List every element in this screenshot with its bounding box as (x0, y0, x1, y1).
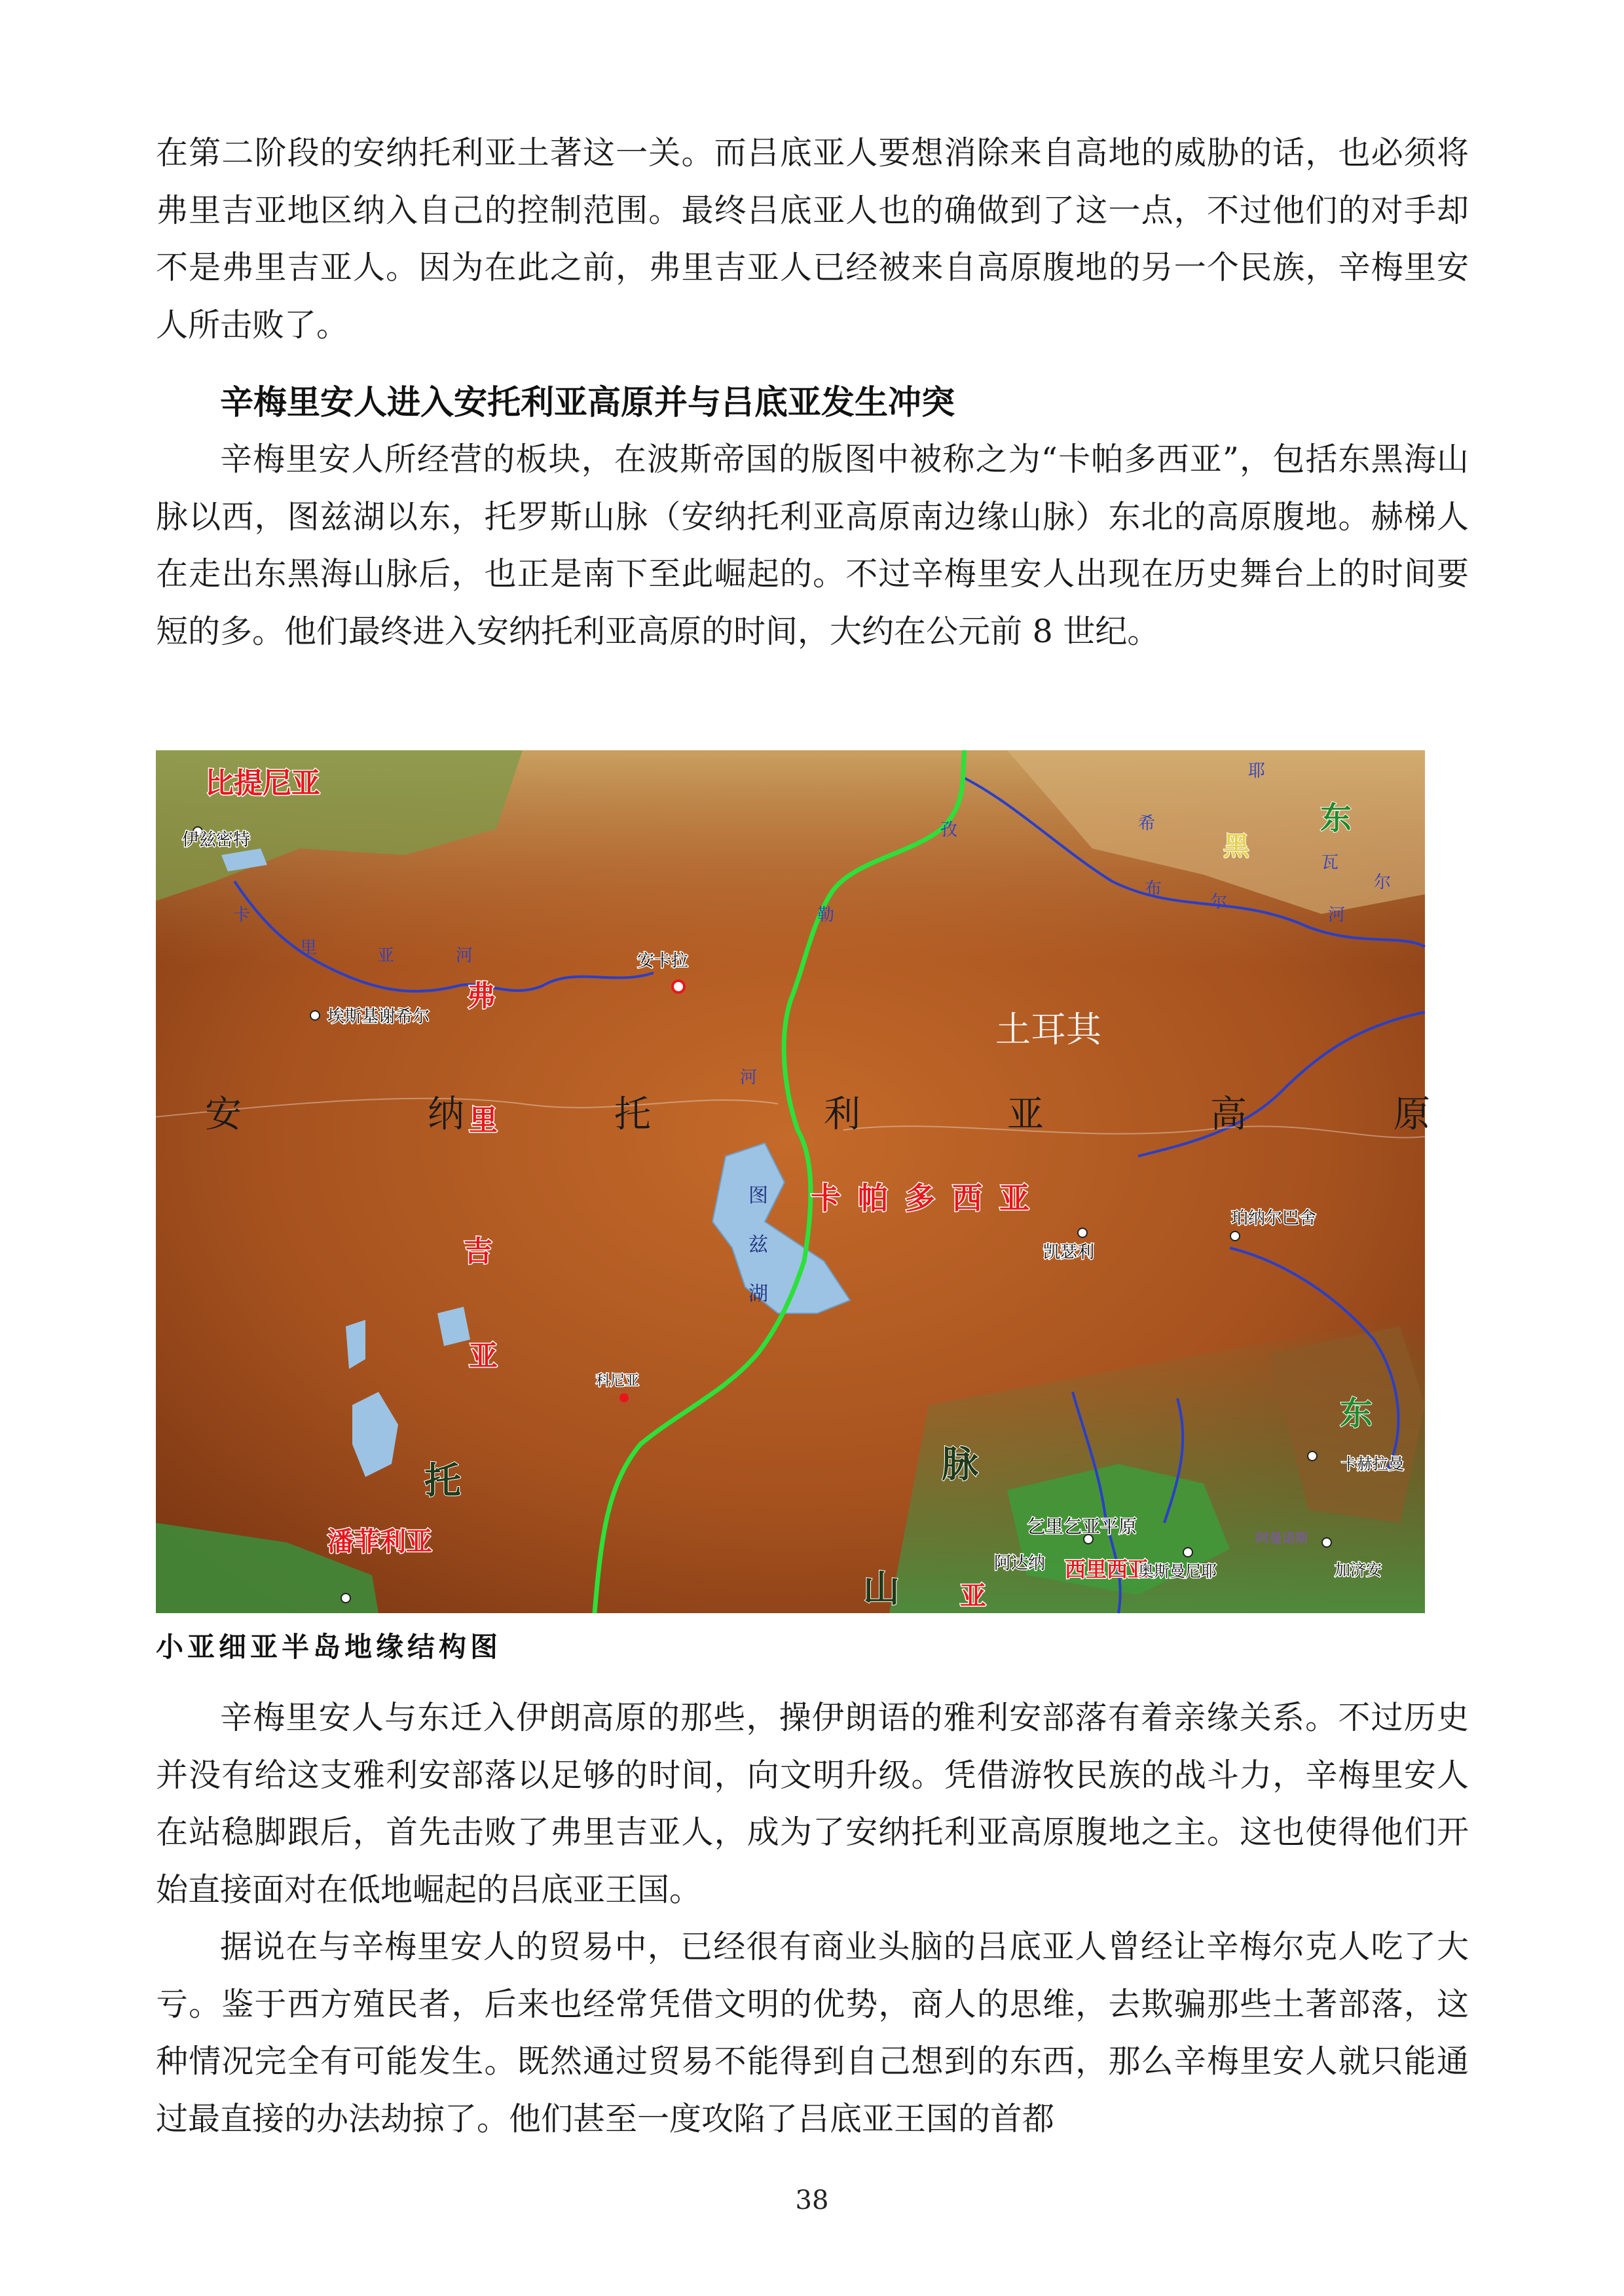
label-east-mountain-1: 东 (1320, 800, 1352, 837)
paragraph-4: 据说在与辛梅里安人的贸易中，已经很有商业头脑的吕底亚人曾经让辛梅尔克人吃了大亏。鉴于西方殖民者，后来也经常凭借文明的优势，商人的思维，去欺骗那些土著部落，这种情况完全有可能发生。既然通过贸易不能得到自己想到的东西，那么辛梅里安人就只能通过最直接的办法劫掠了。他们甚至一度攻陷了吕底亚王国的首都 (156, 1928, 1469, 2138)
label-east-mountain-2: 黑 (1223, 831, 1249, 862)
label-turkey: 土耳其 (995, 1009, 1101, 1050)
map-figure (156, 750, 1430, 1613)
city-dot-gaziantep (1322, 1538, 1331, 1547)
city-dot-eskisehir (310, 1011, 320, 1020)
city-dot-osmaniye (1183, 1548, 1192, 1557)
label-east: 东 (1340, 1394, 1373, 1432)
paragraph-1: 在第二阶段的安纳托利亚土著这一关。而吕底亚人要想消除来自高地的威胁的话，也必须将弗里吉亚地区纳入自己的控制范围。最终吕底亚人也的确做到了这一点，不过他们的对手却不是弗里吉亚人。因为在此之前，弗里吉亚人已经被来自高原腹地的另一个民族，辛梅里安人所击败了。 (156, 134, 1469, 344)
label-river-small-3: 瓦 (1321, 853, 1339, 873)
city-dot-konya (619, 1393, 629, 1402)
label-tuz-3: 湖 (748, 1283, 768, 1305)
label-taurus-mid-1: 山 (863, 1568, 900, 1611)
label-phrygia-4: 亚 (469, 1339, 498, 1373)
label-plateau-3: 托 (614, 1093, 651, 1136)
section-heading: 辛梅里安人进入安托利亚高原并与吕底亚发生冲突 (220, 384, 955, 422)
label-sakarya-4: 河 (456, 946, 473, 966)
label-tuz-2: 兹 (748, 1233, 768, 1256)
label-taurus-left: 托 (424, 1460, 461, 1503)
label-plateau-6: 高 (1210, 1093, 1247, 1136)
label-plateau-2: 纳 (428, 1093, 464, 1136)
label-kelkit-1: 耶 (1248, 761, 1266, 781)
city-dot-kayseri (1078, 1228, 1087, 1237)
map-svg (156, 750, 1430, 1613)
label-ankara: 安卡拉 (637, 951, 689, 971)
label-kizil-1: 孜 (940, 820, 958, 840)
label-gaziantep: 加济安 (1335, 1561, 1382, 1579)
paragraph-2: 辛梅里安人所经营的板块，在波斯帝国的版图中被称之为“卡帕多西亚”，包括东黑海山脉以西，图兹湖以东，托罗斯山脉（安纳托利亚高原南边缘山脉）东北的高原腹地。赫梯人在走出东黑海山脉后，也正是南下至此崛起的。不过辛梅里安人出现在历史舞台上的时间要短的多。他们最终进入安纳托利亚高原的时间，大约在公元前 8 世纪。 (156, 441, 1469, 650)
label-osmaniye: 奥斯曼尼耶 (1138, 1562, 1217, 1580)
label-cappadocia: 卡帕多西亚 (811, 1180, 1046, 1216)
label-east-taurus-tail: 亚 (960, 1581, 986, 1611)
label-bithynia: 比提尼亚 (205, 767, 320, 800)
label-tuz-1: 图 (748, 1184, 768, 1207)
label-kelkit-4: 河 (1328, 905, 1346, 925)
label-plateau-5: 亚 (1007, 1093, 1044, 1136)
label-adana: 阿达纳 (994, 1554, 1046, 1573)
city-dot-antalya (341, 1594, 350, 1603)
label-kizil-3: 河 (740, 1068, 758, 1087)
label-kelkit-2: 希 (1138, 814, 1156, 833)
label-plateau-4: 利 (824, 1093, 860, 1136)
page-number: 38 (795, 2185, 829, 2215)
label-kizil-2: 勒 (817, 905, 835, 925)
label-west-cilicia: 西里西亚 (1065, 1557, 1149, 1582)
label-sakarya-3: 亚 (377, 946, 395, 966)
city-dot-ankara (673, 981, 684, 993)
label-kayseri: 凯瑟利 (1043, 1243, 1095, 1262)
figure-caption: 小亚细亚半岛地缘结构图 (156, 1631, 502, 1663)
label-kahramanmaras: 卡赫拉曼 (1341, 1455, 1404, 1473)
label-river-small-2: 尔 (1374, 873, 1392, 892)
label-pinarbasi: 珀纳尔巴舍 (1231, 1209, 1317, 1228)
label-taurus-mid-2: 脉 (942, 1444, 978, 1486)
label-amanus: 阿曼诺斯 (1256, 1530, 1308, 1546)
label-kelkit-3: 尔 (1210, 892, 1228, 912)
label-izmit: 伊兹密特 (182, 830, 251, 850)
label-sakarya-1: 卡 (233, 905, 251, 925)
label-phrygia-2: 里 (469, 1104, 498, 1137)
label-pamphylia: 潘菲利亚 (327, 1527, 432, 1557)
city-dot-kahramanmaras (1308, 1451, 1317, 1461)
label-plateau-7: 原 (1393, 1093, 1430, 1136)
label-cilicia-plain: 乞里乞亚平原 (1027, 1516, 1137, 1537)
label-konya: 科尼亚 (596, 1373, 640, 1389)
label-phrygia-1: 弗 (467, 979, 496, 1013)
label-eskisehir: 埃斯基谢希尔 (327, 1007, 430, 1027)
paragraph-3: 辛梅里安人与东迁入伊朗高原的那些，操伊朗语的雅利安部落有着亲缘关系。不过历史并没有给这支雅利安部落以足够的时间，向文明升级。凭借游牧民族的战斗力，辛梅里安人在站稳脚跟后，首先击败了弗里吉亚人，成为了安纳托利亚高原腹地之主。这也使得他们开始直接面对在低地崛起的吕底亚王国。 (156, 1699, 1469, 1908)
label-plateau-1: 安 (205, 1093, 242, 1136)
label-river-small-1: 布 (1145, 879, 1162, 899)
label-phrygia-3: 吉 (464, 1235, 492, 1268)
label-sakarya-2: 里 (300, 938, 318, 958)
city-dot-pinarbasi (1230, 1231, 1240, 1241)
